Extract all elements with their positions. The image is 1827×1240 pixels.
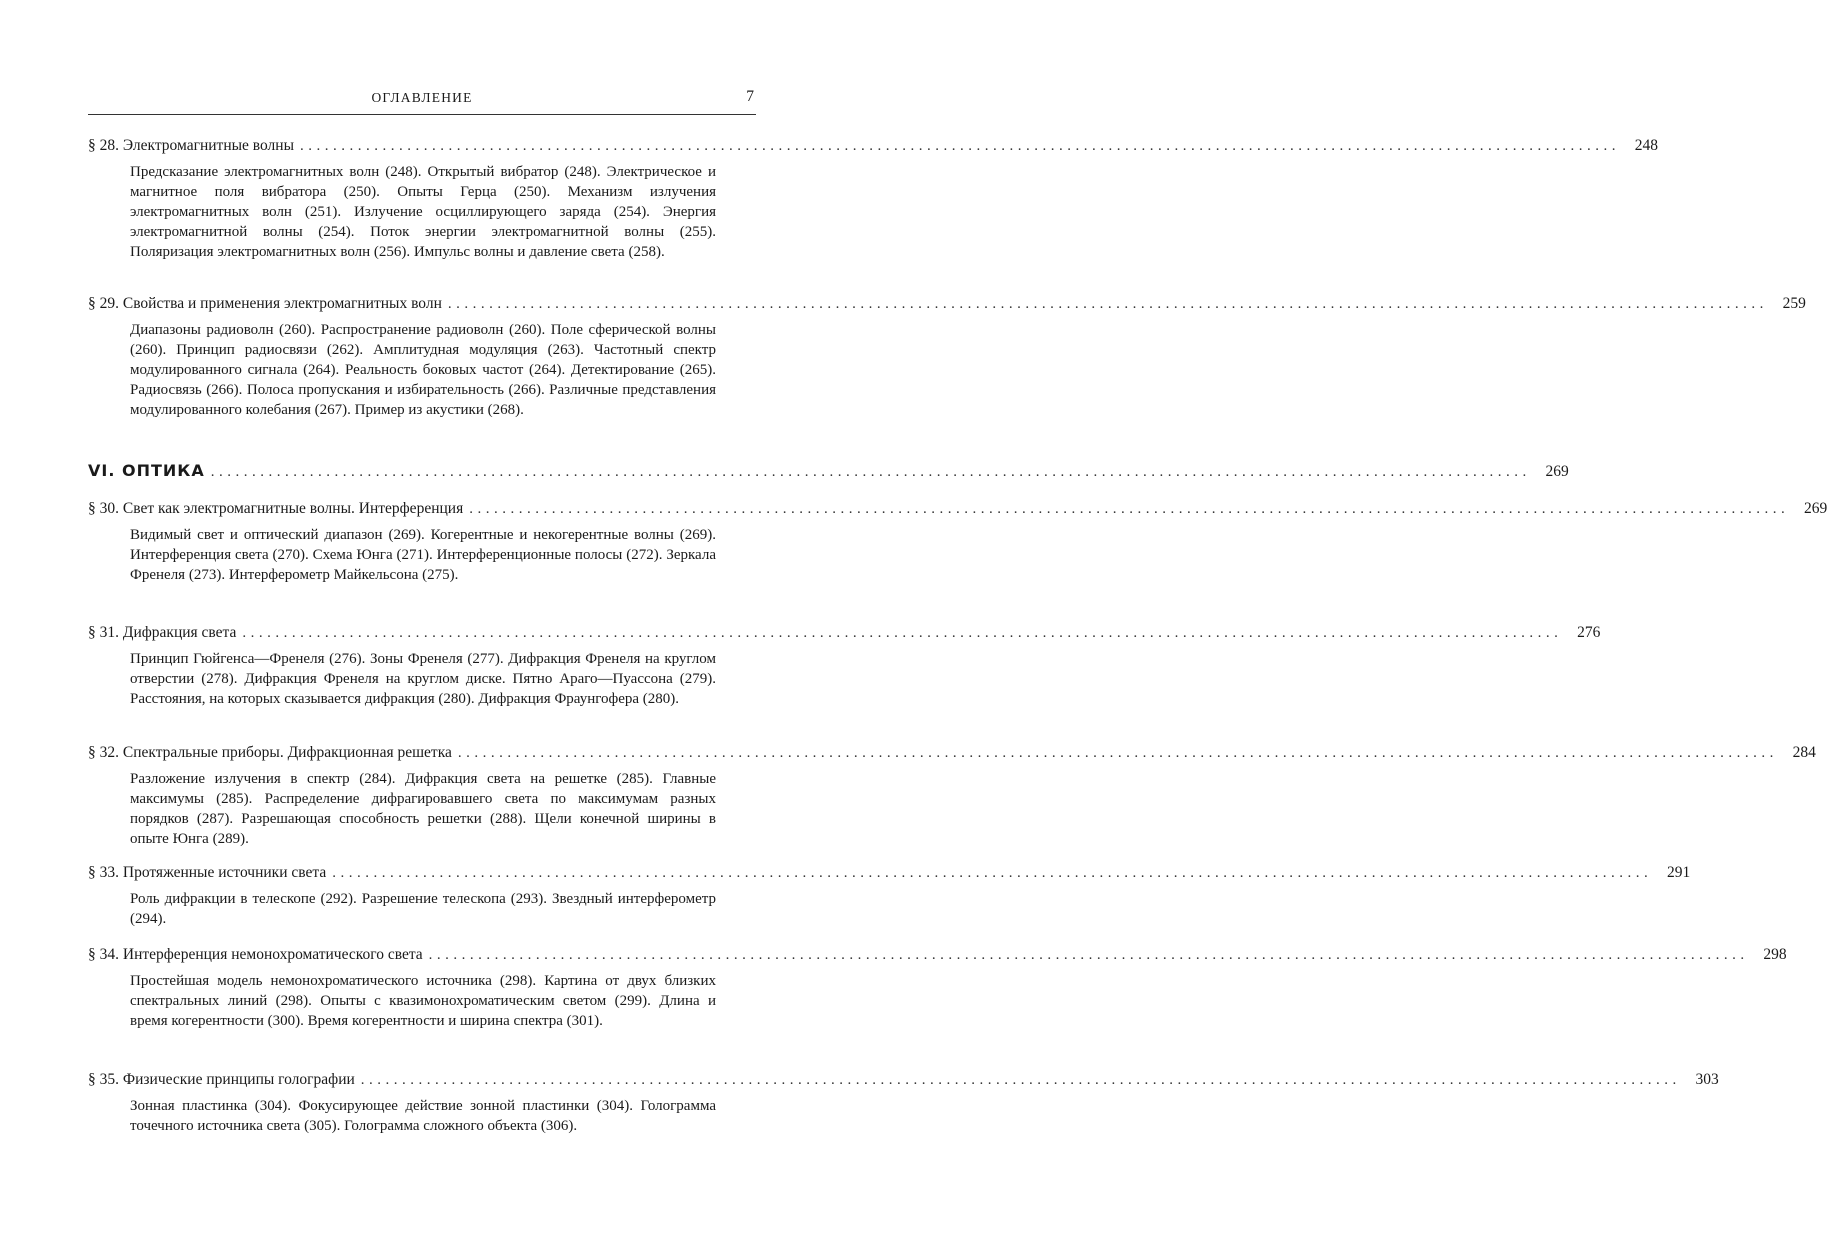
leader-dots: ................................................................................................................................................................ xyxy=(299,138,1620,154)
toc-entry-title: § 28. Электромагнитные волны xyxy=(88,137,294,154)
toc-entry-title: § 34. Интерференция немонохроматического света xyxy=(88,946,423,963)
toc-heading-line xyxy=(88,1070,1719,1090)
leader-dots: ................................................................................................................................................................ xyxy=(210,464,1531,480)
toc-entry-title: § 35. Физические принципы голографии xyxy=(88,1071,355,1088)
toc-entry-description: Разложение излучения в спектр (284). Дифракция света на решетке (285). Главные максимумы (285). Распределение дифрагировавшего света по максимумам разных порядков (287). Разрешающая способность решетки (288). Щели конечной ширины в опыте Юнга (289). xyxy=(130,771,716,847)
leader-dots: ................................................................................................................................................................ xyxy=(360,1072,1681,1088)
toc-entry-description: Роль дифракции в телескопе (292). Разрешение телескопа (293). Звездный интерферометр (294). xyxy=(130,891,716,927)
toc-entry-page: 269 xyxy=(1803,500,1827,517)
chapter-page: 269 xyxy=(1545,463,1569,480)
toc-heading-line xyxy=(88,499,1827,519)
toc-entry-29 xyxy=(88,294,1806,420)
toc-entry-page: 284 xyxy=(1792,744,1816,761)
toc-heading-line xyxy=(88,945,1787,965)
toc-heading-line xyxy=(88,863,1691,883)
header-page-number: 7 xyxy=(746,88,754,105)
toc-entry-page: 291 xyxy=(1666,864,1691,881)
toc-entry-34 xyxy=(88,945,1787,1031)
leader-dots: ................................................................................................................................................................ xyxy=(242,625,1563,641)
toc-heading-line xyxy=(88,294,1806,314)
toc-entry-title: § 31. Дифракция света xyxy=(88,624,237,641)
toc-entry-page: 276 xyxy=(1577,624,1601,641)
leader-dots: ................................................................................................................................................................ xyxy=(447,296,1768,312)
toc-entry-page: 303 xyxy=(1695,1071,1719,1088)
toc-entry-31 xyxy=(88,623,1601,709)
toc-entry-title: § 30. Свет как электромагнитные волны. Интерференция xyxy=(88,500,464,517)
toc-entry-28 xyxy=(88,136,1658,262)
toc-heading-line xyxy=(88,461,1569,482)
leader-dots: ................................................................................................................................................................ xyxy=(332,865,1653,881)
toc-chapter-vi xyxy=(88,461,1569,482)
toc-entry-30 xyxy=(88,499,1827,585)
toc-entry-title: § 29. Свойства и применения электромагнитных волн xyxy=(88,295,442,312)
toc-entry-32 xyxy=(88,743,1816,849)
toc-entry-page: 298 xyxy=(1763,946,1787,963)
toc-heading-line xyxy=(88,136,1658,156)
toc-heading-line xyxy=(88,623,1601,643)
toc-heading-line xyxy=(88,743,1816,763)
header-title: ОГЛАВЛЕНИЕ xyxy=(371,90,473,105)
leader-dots: ................................................................................................................................................................ xyxy=(428,947,1749,963)
toc-entry-title: § 32. Спектральные приборы. Дифракционная решетка xyxy=(88,744,452,761)
toc-entry-description: Принцип Гюйгенса—Френеля (276). Зоны Френеля (277). Дифракция Френеля на круглом отверстии (278). Дифракция Френеля на круглом диске. Пятно Араго—Пуассона (279). Расстояния, на которых сказывается дифракция (280). Дифракция Фраунгофера (280). xyxy=(130,651,716,707)
chapter-title: VI. ОПТИКА xyxy=(88,461,205,480)
toc-entry-title: § 33. Протяженные источники света xyxy=(88,864,327,881)
toc-entry-page: 248 xyxy=(1634,137,1658,154)
toc-entry-35 xyxy=(88,1070,1719,1136)
leader-dots: ................................................................................................................................................................ xyxy=(457,745,1778,761)
toc-entry-description: Зонная пластинка (304). Фокусирующее действие зонной пластинки (304). Голограмма точечного источника света (305). Голограмма сложного объекта (306). xyxy=(130,1098,716,1134)
running-header xyxy=(88,88,756,115)
toc-entry-33 xyxy=(88,863,1691,929)
toc-entry-description: Простейшая модель немонохроматического источника (298). Картина от двух близких спектральных линий (298). Опыты с квазимонохроматическим светом (299). Длина и время когерентности (300). Время когерентности и ширина спектра (301). xyxy=(130,973,716,1029)
leader-dots: ................................................................................................................................................................ xyxy=(469,501,1790,517)
toc-entry-description: Предсказание электромагнитных волн (248). Открытый вибратор (248). Электрическое и магнитное поля вибратора (250). Опыты Герца (250). Механизм излучения электромагнитных волн (251). Излучение осциллирующего заряда (254). Энергия электромагнитной волны (254). Поток энергии электромагнитной волны (255). Поляризация электромагнитных волн (256). Импульс волны и давление света (258). xyxy=(130,164,716,260)
toc-entry-description: Видимый свет и оптический диапазон (269). Когерентные и некогерентные волны (269). Интерференция света (270). Схема Юнга (271). Интерференционные полосы (272). Зеркала Френеля (273). Интерферометр Майкельсона (275). xyxy=(130,527,716,583)
toc-entry-description: Диапазоны радиоволн (260). Распространение радиоволн (260). Поле сферической волны (260). Принцип радиосвязи (262). Амплитудная модуляция (263). Частотный спектр модулированного сигнала (264). Реальность боковых частот (264). Детектирование (265). Радиосвязь (266). Полоса пропускания и избирательность (266). Различные представления модулированного колебания (267). Пример из акустики (268). xyxy=(130,322,716,418)
toc-entry-page: 259 xyxy=(1782,295,1806,312)
